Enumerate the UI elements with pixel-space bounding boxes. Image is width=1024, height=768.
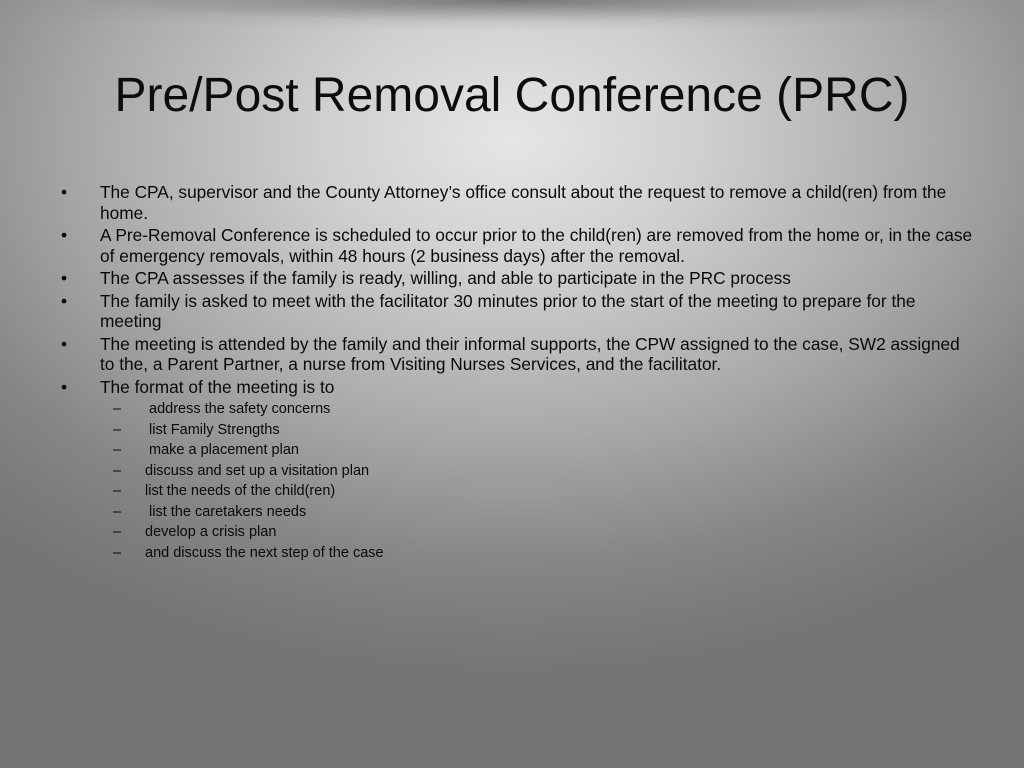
sub-item [100, 420, 978, 441]
sub-item-text: list the needs of the child(ren) [145, 483, 336, 499]
dash-glyph: – [113, 524, 122, 540]
bullet-glyph: • [60, 376, 68, 397]
sub-item [100, 522, 978, 543]
bullet-text: The format of the meeting is to [100, 376, 335, 397]
bullet-list [58, 182, 978, 563]
top-shadow-decoration [0, 0, 1024, 30]
sub-item-text: discuss and set up a visitation plan [145, 462, 370, 479]
dash-glyph: – [113, 401, 122, 417]
sub-item-text: make a placement plan [145, 442, 299, 458]
bullet-glyph: • [60, 225, 68, 245]
dash-glyph: – [113, 462, 122, 479]
bullet-text: The CPA assesses if the family is ready, willing, and able to participate in the PRC process [100, 268, 791, 288]
dash-glyph: – [113, 544, 122, 561]
bullet-glyph: • [60, 268, 68, 288]
bullet-item [58, 334, 978, 375]
bullet-item [58, 225, 978, 266]
sub-item-text: address the safety concerns [145, 401, 331, 417]
bullet-glyph: • [60, 333, 68, 354]
bullet-glyph: • [60, 290, 68, 311]
sub-item-text: and discuss the next step of the case [145, 544, 384, 561]
sub-item [100, 481, 978, 502]
sub-item [100, 440, 978, 461]
bullet-text: The meeting is attended by the family and their informal supports, the CPW assigned to the case, SW2 assigned to the, a Parent Partner, a nurse from Visiting Nurses Services, and the facilitator. [100, 333, 960, 374]
bullet-item [58, 268, 978, 289]
dash-glyph: – [113, 421, 122, 438]
sub-item [100, 461, 978, 482]
bullet-glyph: • [60, 182, 68, 202]
bullet-item [58, 291, 978, 332]
dash-glyph: – [113, 483, 122, 499]
bullet-item [58, 377, 978, 564]
bullet-text: The family is asked to meet with the facilitator 30 minutes prior to the start of the meeting to prepare for the meeting [100, 290, 916, 331]
bullet-text: The CPA, supervisor and the County Attorney’s office consult about the request to remove a child(ren) from the home. [100, 182, 947, 223]
sub-item [100, 543, 978, 564]
sub-bullet-list [100, 399, 978, 563]
sub-item-text: list the caretakers needs [145, 503, 307, 520]
dash-glyph: – [113, 503, 122, 520]
dash-glyph: – [113, 442, 122, 458]
bullet-text: A Pre-Removal Conference is scheduled to occur prior to the child(ren) are removed from the home or, in the case of emergency removals, within 48 hours (2 business days) after the removal. [100, 225, 973, 266]
sub-item-text: develop a crisis plan [145, 524, 277, 540]
slide-body [58, 182, 978, 565]
slide-title: Pre/Post Removal Conference (PRC) [114, 69, 910, 122]
bullet-item [58, 182, 978, 223]
sub-item [100, 399, 978, 420]
sub-item-text: list Family Strengths [145, 421, 280, 438]
sub-item [100, 502, 978, 523]
